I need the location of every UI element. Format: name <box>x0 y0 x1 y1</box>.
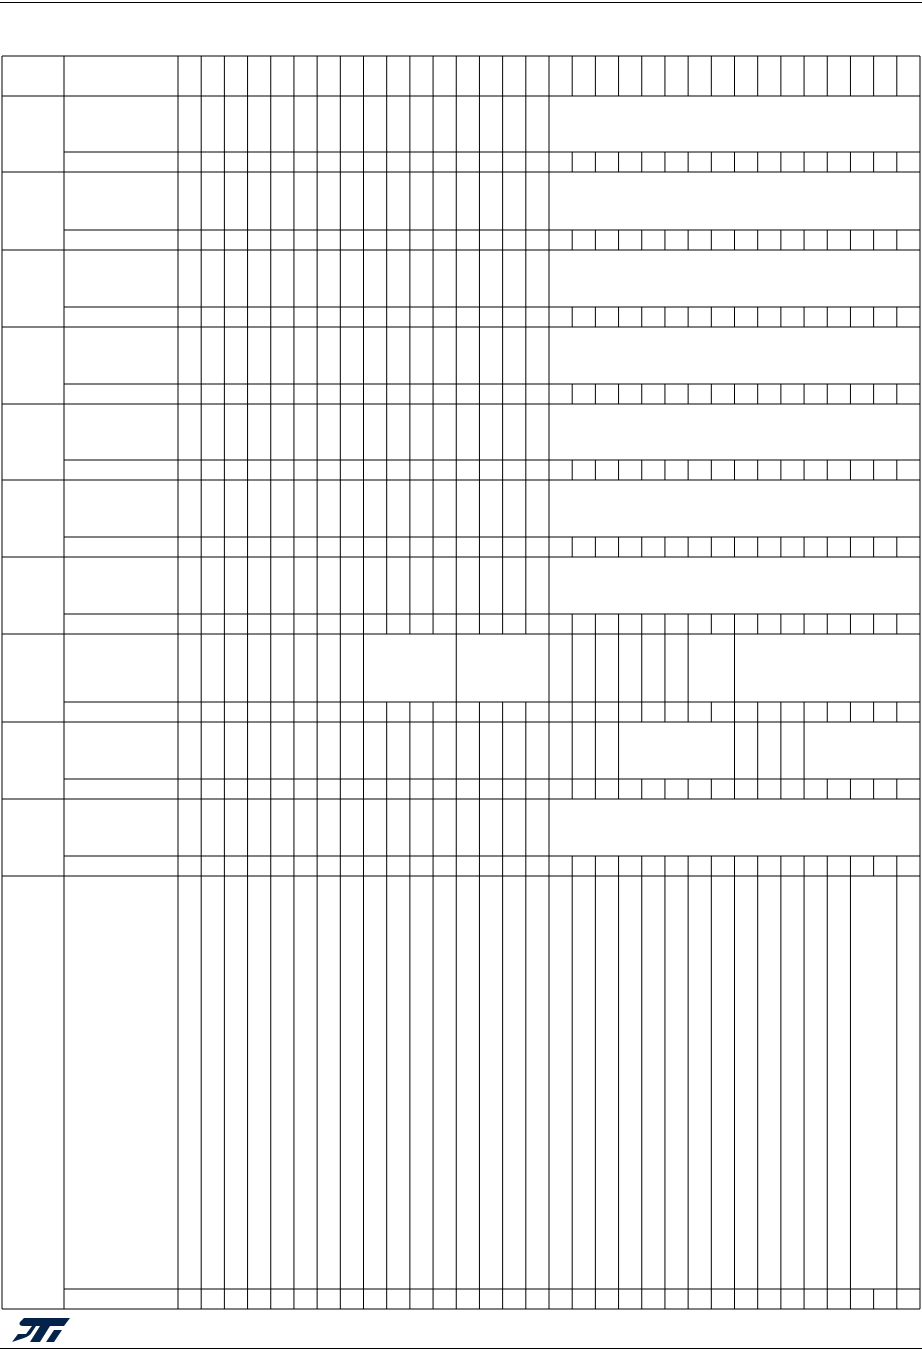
st-logo-icon <box>10 1316 72 1344</box>
footer-rule <box>0 1348 922 1349</box>
